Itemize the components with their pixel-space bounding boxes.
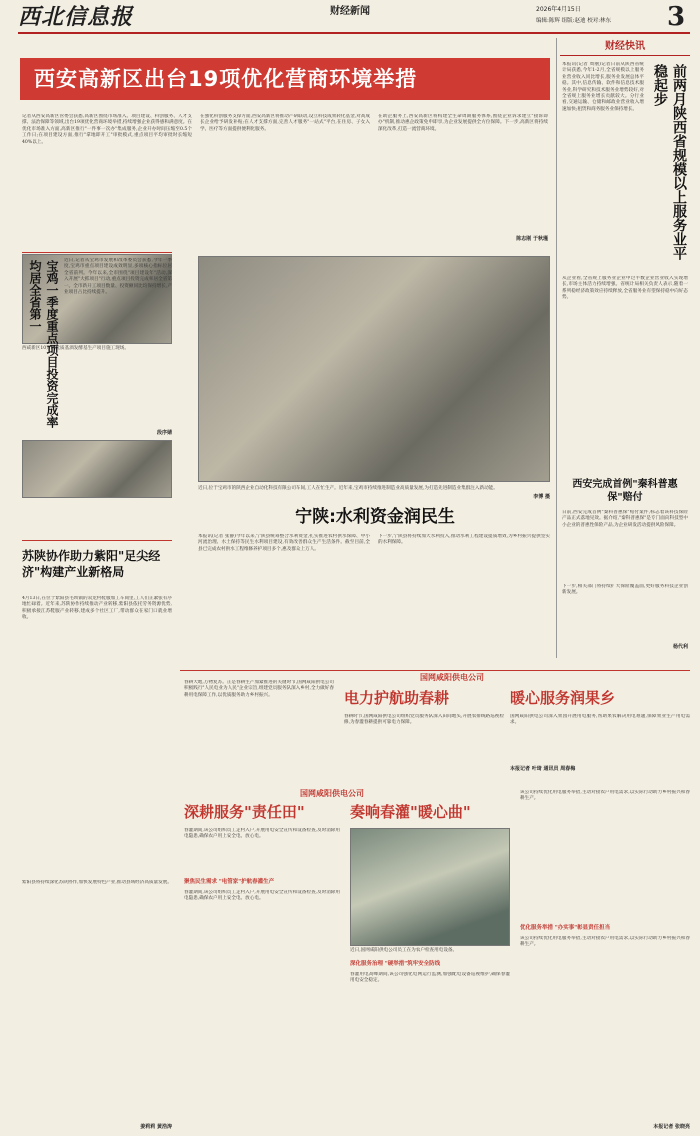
- page-number: 3: [666, 2, 686, 32]
- suzhou-article-title: 苏陕协作助力紫阳"足尖经济"构建产业新格局: [22, 549, 161, 579]
- service-subhead: 优化服务举措 "办实事"彰显责任担当: [520, 925, 611, 931]
- lead-article-byline: 陈志刚 于秋瑾: [516, 236, 548, 242]
- lead-article-col3: 在助企服务上,西安高新区将构建全生命周期服务体系,围绕企业诉求建立"接诉即办"机制,推动惠企政策免申即享,为企业发展提供全方位保障。下一步,高新区将持续深化改革,打造一流营商环境。: [378, 114, 548, 132]
- fermentation-site-photo: [22, 440, 172, 498]
- warm-service-title: 暖心服务润果乡: [510, 689, 616, 707]
- responsibility-body: 春灌期间,该公司组织员工走村入户,开展用电安全宣传和设备检查,及时消除用电隐患,确保农户用上安全电、放心电。: [184, 890, 340, 902]
- service-byline: 本报记者 张晓亮: [653, 1124, 690, 1130]
- water-article-body: 本报讯(记者 张静)今年以来,宁陕县统筹整合水利资金,扎实推进农村供水保障、中小河流治理、水土保持等民生水利项目建设,有效改善群众生产生活条件。截至目前,全县已完成农村供水工程维修养护项目多个,惠及群众上万人。: [198, 534, 370, 552]
- power-intro-text: 春耕大地,万物复苏。正是春耕生产加紧推进的关键时节,国网咸阳供电公司积极践行"人民电业为人民"企业宗旨,组建党员服务队深入乡村,全力做好春耕用电保障工作,以优质服务助力乡村振兴。: [184, 680, 334, 698]
- suzhou-byline: 姜莉莉 黄浩涛: [140, 1124, 172, 1130]
- baoji-top-rule: [22, 252, 172, 253]
- power-workers-photo: [350, 828, 510, 946]
- factory-photo-byline: 李博 摄: [533, 494, 550, 500]
- warm-service-body: 国网咸阳供电公司深入果园开展用电服务,帮助果农解决用电难题,保障果业生产用电需求。: [510, 714, 690, 726]
- baoji-body: 近日,记者从宝鸡市发展和改革委员会获悉,今年一季度,宝鸡市重点项目建设成效明显,多项核心指标位居全省前列。今年以来,全市围绕"项目建设年"活动,深入开展"大抓项目"行动,重点项目投资完成率居全省第一。全市新开工项目数量、投资额同比均保持增长,产业项目占比持续提升。: [64, 258, 172, 296]
- baoji-byline: 段序婧: [156, 430, 172, 436]
- issue-date: 2026年4月15日: [536, 6, 581, 13]
- service-body: 该公司持续优化用电服务举措,主动对接农户用电需求,以实际行动助力乡村振兴和春耕生产。: [520, 936, 690, 948]
- sidebar-story2-byline: 杨代利: [672, 644, 688, 650]
- responsibility-text: 春灌期间,该公司组织员工走村入户,开展用电安全宣传和设备检查,及时消除用电隐患,确保农户用上安全电、放心电。: [184, 828, 340, 840]
- water-article-body2: 下一步,宁陕县将持续加大水利投入,推动水利工程建设提质增效,为乡村振兴提供坚实的水利保障。: [378, 534, 550, 546]
- sidebar-story2-body2: 下一步,相关部门将持续扩大保险覆盖面,更好服务科技企业创新发展。: [562, 584, 688, 596]
- masthead-divider: [18, 32, 690, 34]
- water-article-title: 宁陕:水利资金润民生: [295, 507, 455, 527]
- sidebar-story1-body2: 从企业看,全省规上服务业企业中过半数企业营业收入实现增长,市场主体活力持续增强。省统计局相关负责人表示,随着一系列稳经济政策效应持续释放,全省服务业有望保持稳中向好态势。: [562, 276, 688, 301]
- responsibility-subhead: 聚焦民生需求 "电管家"护航春灌生产: [184, 879, 275, 885]
- newspaper-logo: 西北信息报: [18, 4, 134, 30]
- warm-heart-subhead: 深化服务治理 "硬举措"筑牢安全防线: [350, 961, 441, 967]
- service-text: 该公司持续优化用电服务举措,主动对接农户用电需求,以实际行动助力乡村振兴和春耕生产。: [520, 790, 690, 802]
- power-section-label: 国网咸阳供电公司: [420, 673, 484, 682]
- main-headline: 西安高新区出台19项优化营商环境举措: [20, 58, 550, 100]
- suzhou-article-body2: 紫阳县将持续深化苏陕协作,加快发展特色产业,推动县域经济高质量发展。: [22, 880, 172, 885]
- lead-article-col2: 在强化科创服务支撑方面,西安高新区将推动产研联动,设立科技成果转化基金,对高成长企业给予研发补贴;在人才支撑方面,完善人才服务"一站式"平台,在住房、子女入学、医疗等方面提供便利化服务。: [200, 114, 370, 132]
- construction-photo-caption: 西咸新区10万吨优质基酒发酵基生产项目施工现场。: [22, 346, 129, 351]
- spring-plowing-title: 电力护航助春耕: [344, 689, 450, 707]
- responsibility-title: 深耕服务"责任田": [184, 803, 305, 821]
- suzhou-top-rule: [22, 540, 172, 541]
- suzhou-article-body: 4月13日,在位于紫阳县毛坝镇的双龙村鞋服加工车间里,工人们正紧张有序地忙碌着。近年来,苏陕协作持续推动产业转移,紫阳县依托劳务资源优势,积极承接江苏鞋服产业转移,建成多个社区工厂,带动群众在家门口就业增收。: [22, 596, 172, 621]
- warm-heart-title: 奏响春灌"暖心曲": [350, 803, 471, 821]
- spring-plowing-body: 春耕时节,国网咸阳供电公司组织党员服务队深入田间地头,开展农排线路巡视检修,为春灌春耕提供可靠电力保障。: [344, 714, 504, 726]
- warm-service-byline: 本报记者 叶琦 通讯员 周春梅: [510, 766, 576, 772]
- sidebar-divider: [556, 38, 557, 658]
- section-name: 财经新闻: [330, 6, 370, 17]
- sidebar-header: 财经快讯: [560, 38, 690, 56]
- editorial-staff: 编辑:陈辉 组版:赵迪 校对:林东: [536, 18, 612, 24]
- sidebar-story1-title: 前两月陕西省规模以上服务业平稳起步: [652, 64, 687, 260]
- sidebar-story1-body: 本报讯(记者 周丽)记者日前从陕西省统计局获悉,今年1-2月,全省规模以上服务业营业收入同比增长,服务业发展总体平稳。其中,信息传输、软件和信息技术服务业,科学研究和技术服务业增势较好,对全省规上服务业增长贡献较大。分行业看,交通运输、仓储和邮政业营业收入增速加快;租赁和商务服务业保持增长。: [562, 62, 644, 112]
- sidebar-story2-title: 西安完成首例"秦科普惠保"赔付: [572, 479, 678, 503]
- factory-workers-photo: [198, 256, 550, 482]
- baoji-title: 宝鸡一季度重点项目投资完成率均居全省第一: [28, 260, 59, 428]
- lead-article-col1: 记者从西安高新区管委会获悉,高新区围绕市场准入、项目建设、科创服务、人才支撑、法治保障等领域,出台19项优化营商环境举措,持续增强企业获得感和满意度。在优化市场准入方面,高新区推行"一件事一次办"集成服务,企业开办时间压缩至0.5个工作日;在项目建设方面,推行"拿地即开工"审批模式,重点项目平均审批时长缩短40%以上。: [22, 114, 192, 145]
- power-section-label2: 国网咸阳供电公司: [300, 789, 364, 798]
- power-section-top-rule: [180, 670, 690, 671]
- power-photo-caption: 近日,国网咸阳供电公司员工在为农户检查用电设备。: [350, 948, 458, 953]
- warm-heart-body: 春灌用电高峰期间,该公司强化电网运行监测,加强配电设备巡视维护,确保春灌用电安全稳定。: [350, 972, 510, 984]
- sidebar-story2-body: 日前,西安完成首例"秦科普惠保"赔付案件,标志着该科技保险产品正式落地见效。据介绍,"秦科普惠保"是专门面向科技型中小企业的普惠性保险产品,为企业研发活动提供风险保障。: [562, 510, 688, 528]
- factory-photo-caption: 近日,位于宝鸡市的陕西企业自动化科技有限公司车间,工人在忙生产。近年来,宝鸡市持续推进制造业高质量发展,为打造先进制造业集群注入新动能。: [198, 486, 498, 491]
